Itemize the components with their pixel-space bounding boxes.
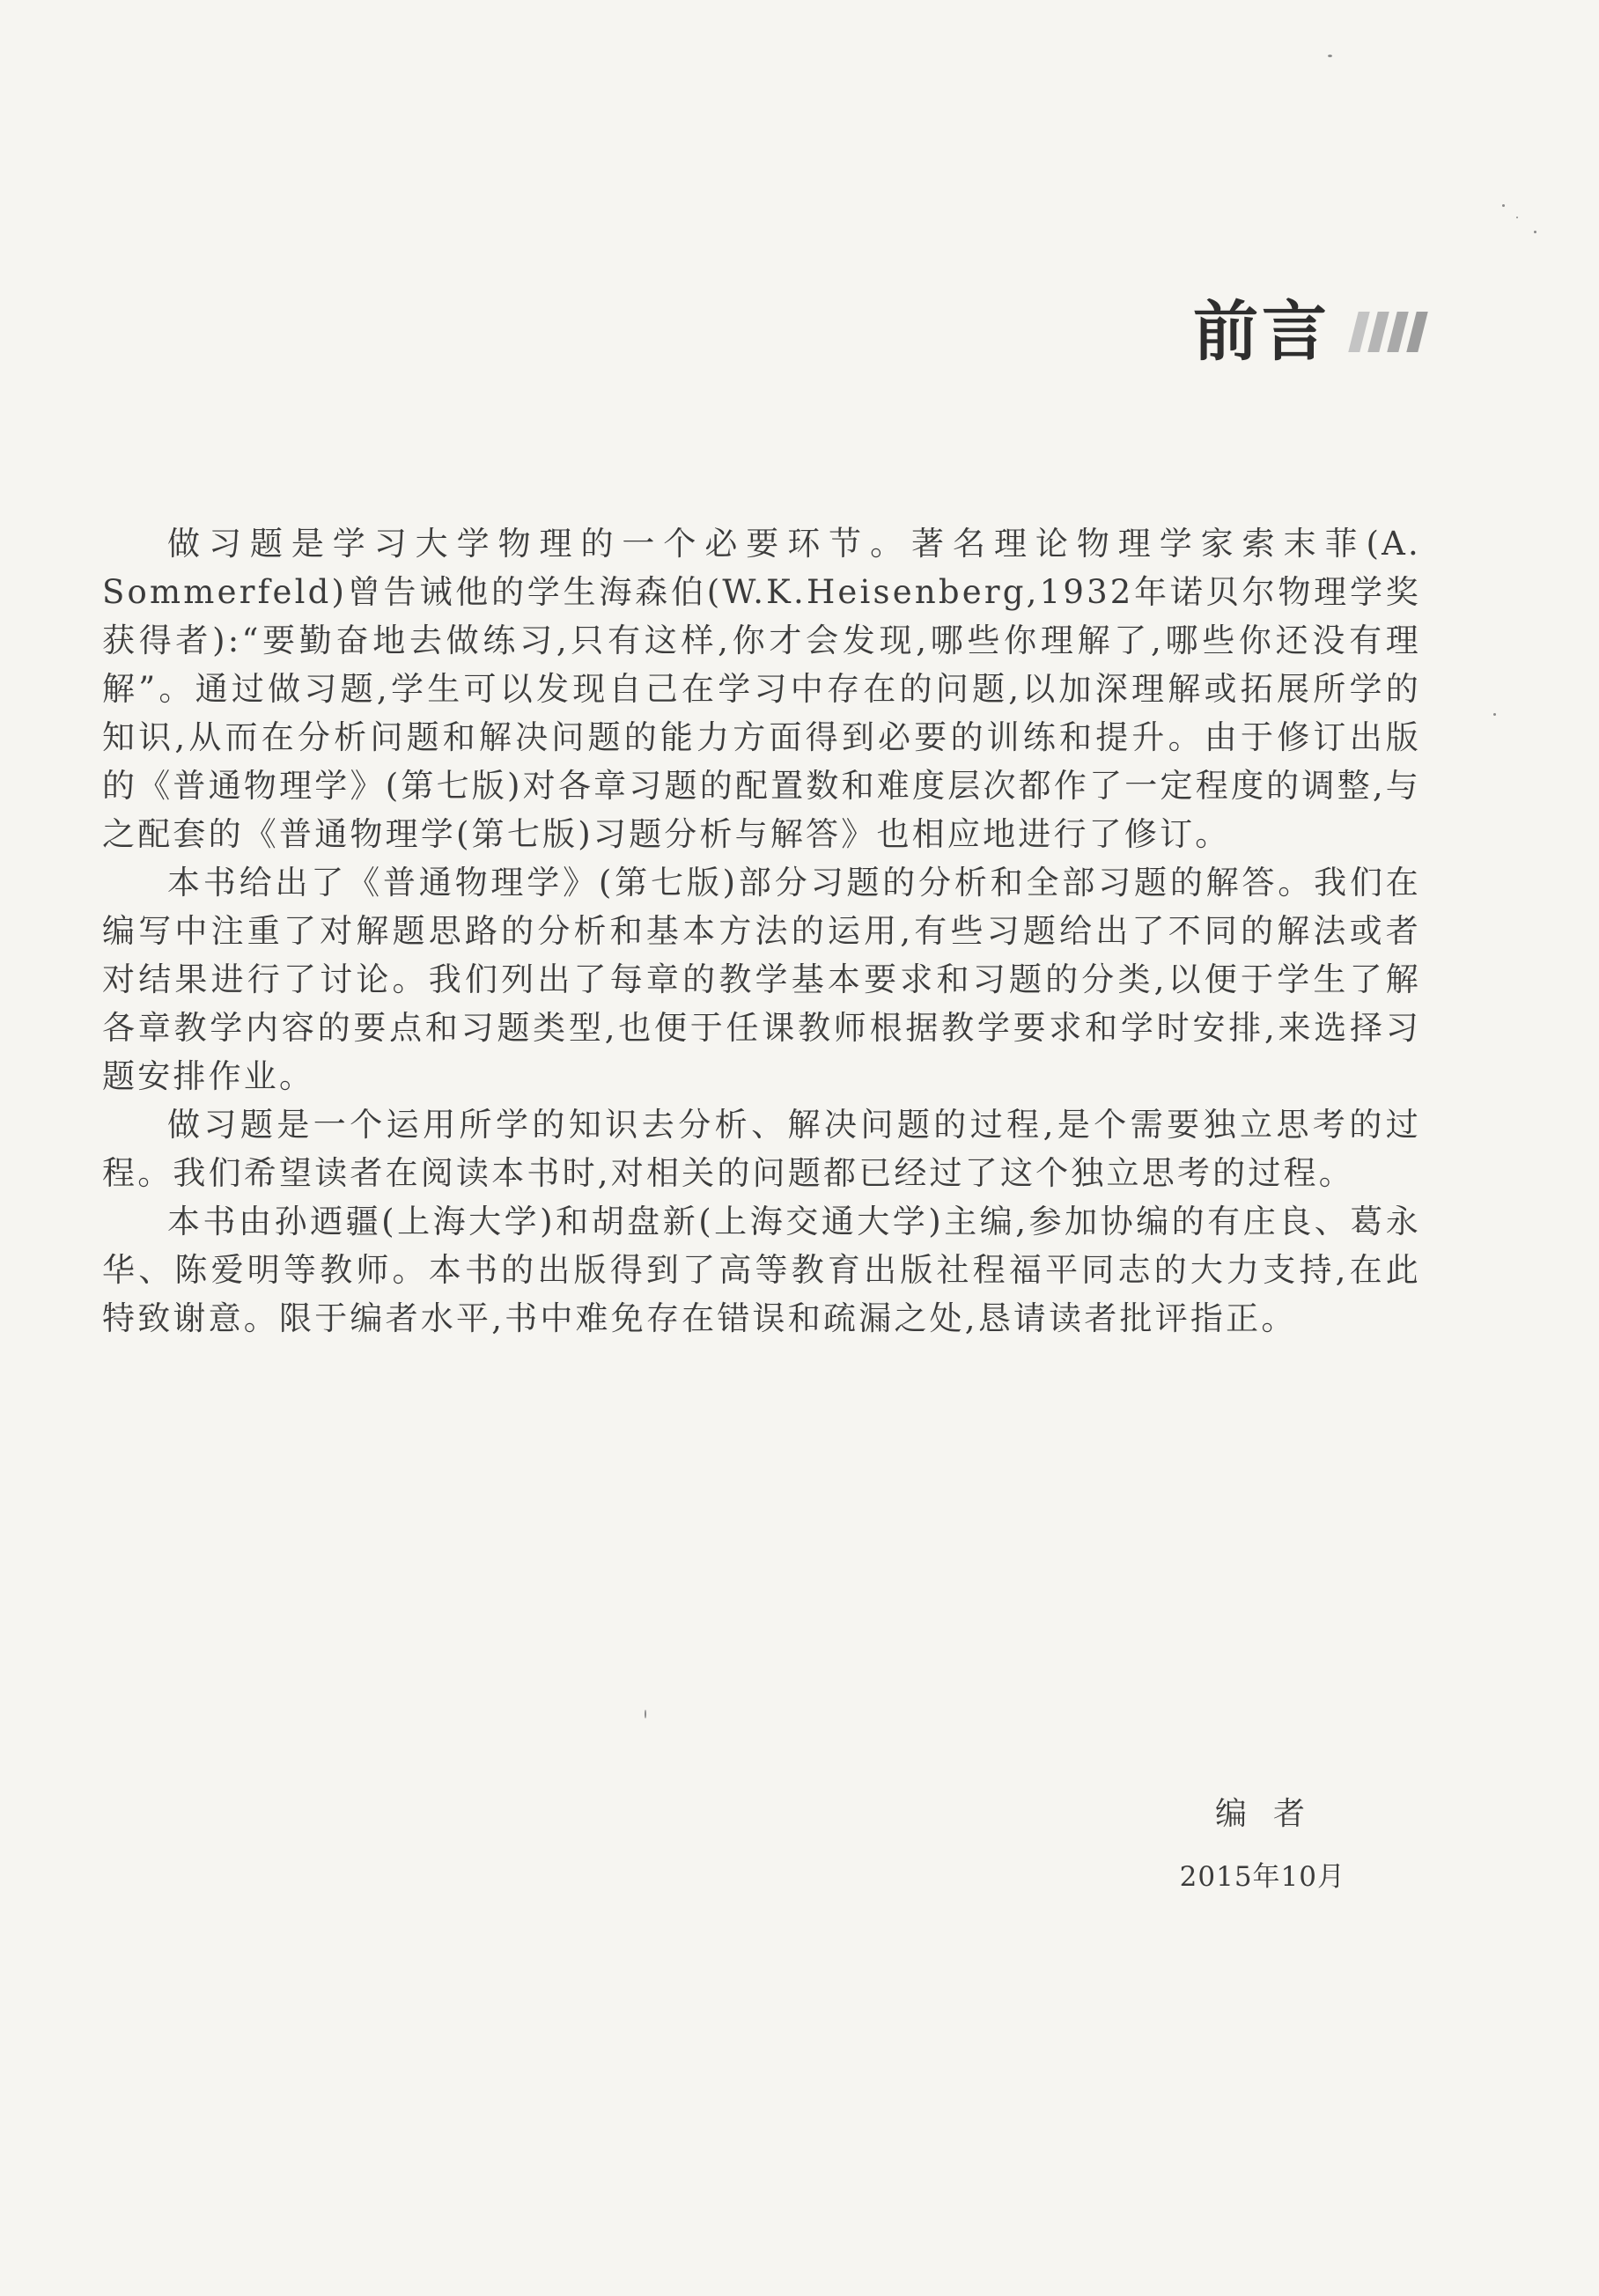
scan-speck [1502,204,1505,207]
scan-speck [1534,231,1536,233]
scan-speck [1328,55,1332,57]
author-signature: 编者 [1214,1796,1331,1832]
paragraph-2: 本书给出了《普通物理学》(第七版)部分习题的分析和全部习题的解答。我们在编写中注重了对解题思路的分析和基本方法的运用,有些习题给出了不同的解法或者对结果进行了讨论。我们列出了每章的教学基本要求和习题的分类,以便于学生了解各章教学内容的要点和习题类型,也便于任课教师根据教学要求和学时安排,来选择习题安排作业。 [102,864,1421,1095]
paragraph-3: 做习题是一个运用所学的知识去分析、解决问题的过程,是个需要独立思考的过程。我们希望读者在阅读本书时,对相关的问题都已经过了这个独立思考的过程。 [102,1106,1421,1192]
scan-speck [645,1710,646,1718]
preface-date: 2015年10月 [1179,1861,1345,1893]
preface-heading [1193,294,1423,370]
page-title: 前言 [1193,294,1330,370]
scan-speck [1516,217,1518,218]
paragraph-1: 做习题是学习大学物理的一个必要环节。著名理论物理学家索末菲(A. Sommerfeld)曾告诫他的学生海森伯(W.K.Heisenberg,1932年诺贝尔物理学奖获得者):“要勤奋地去做练习,只有这样,你才会发现,哪些你理解了,哪些你还没有理解”。通过做习题,学生可以发现自己在学习中存在的问题,以加深理解或拓展所学的知识,从而在分析问题和解决问题的能力方面得到必要的训练和提升。由于修订出版的《普通物理学》(第七版)对各章习题的配置数和难度层次都作了一定程度的调整,与之配套的《普通物理学(第七版)习题分析与解答》也相应地进行了修订。 [102,525,1421,853]
preface-body [102,519,1421,1343]
scan-speck [1493,713,1496,716]
paragraph-4: 本书由孙迺疆(上海大学)和胡盘新(上海交通大学)主编,参加协编的有庄良、葛永华、陈爱明等教师。本书的出版得到了高等教育出版社程福平同志的大力支持,在此特致谢意。限于编者水平,书中难免存在错误和疏漏之处,恳请读者批评指正。 [102,1203,1421,1337]
title-ornament [1348,312,1427,352]
